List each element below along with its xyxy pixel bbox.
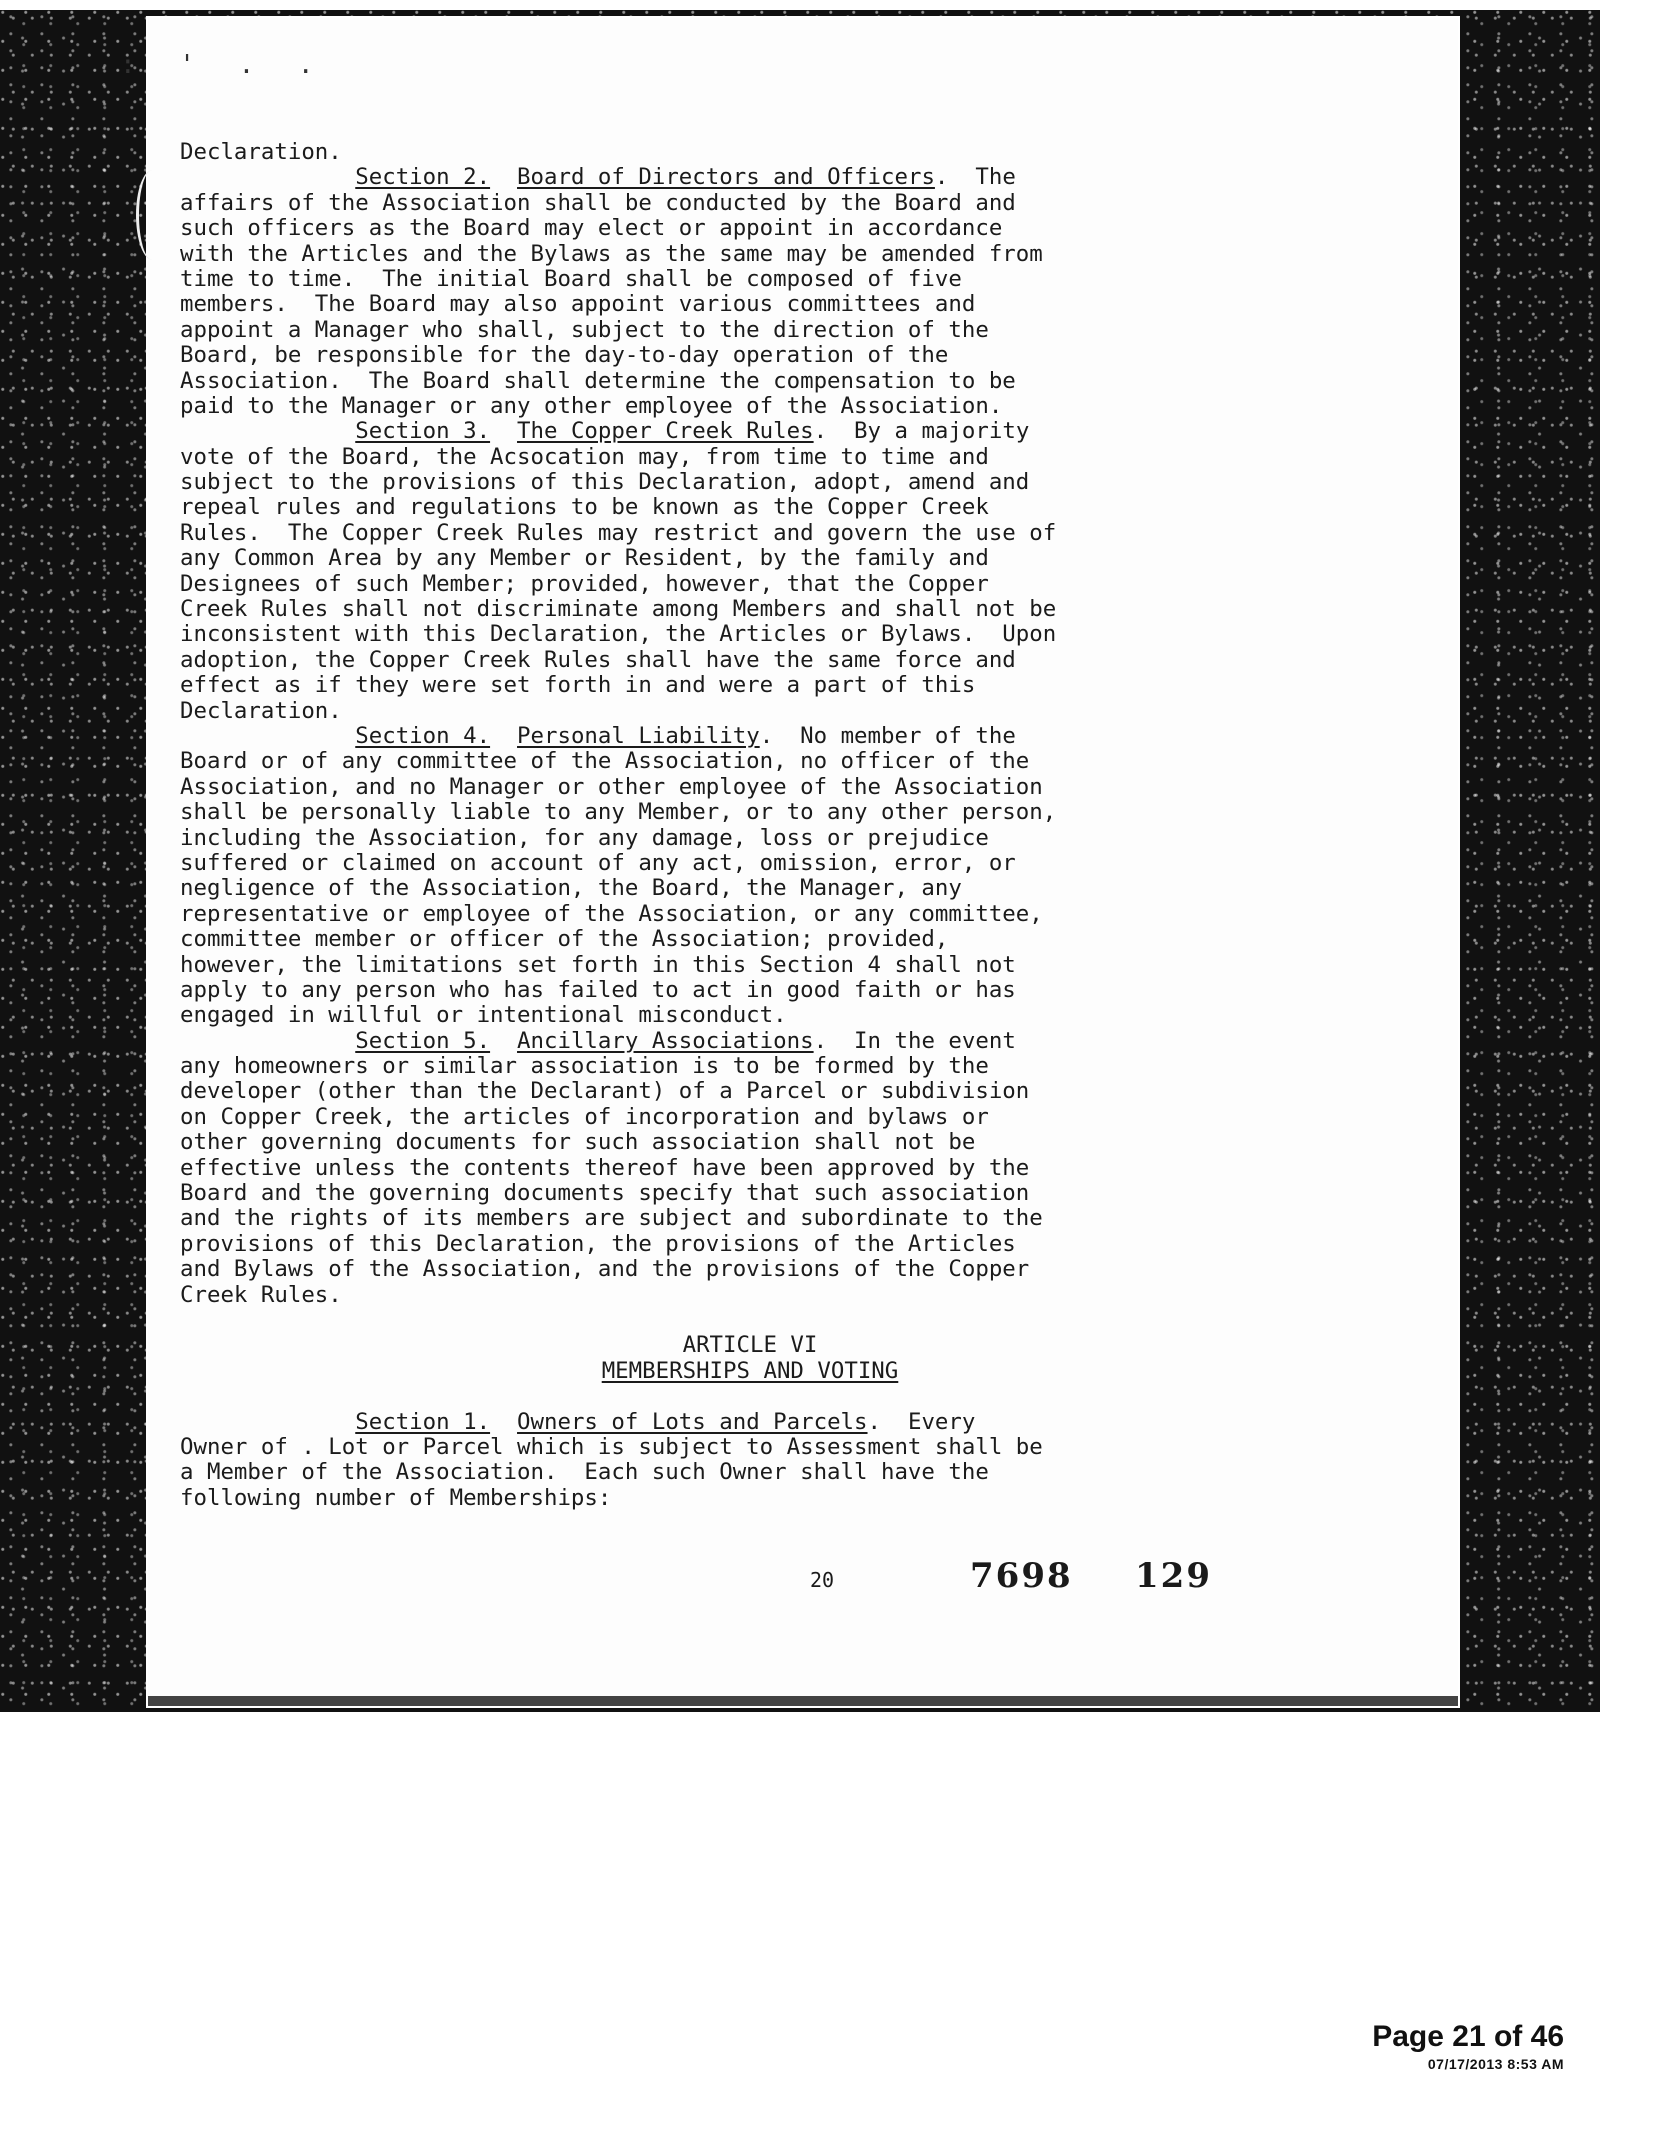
page-indicator: Page 21 of 46 <box>1372 2020 1564 2053</box>
section-heading-line <box>180 165 1320 190</box>
text-line: inconsistent with this Declaration, the Articles or Bylaws. Upon <box>180 621 1057 648</box>
section-heading-line <box>180 1410 1320 1435</box>
indent <box>180 723 355 749</box>
text-line: Creek Rules shall not discriminate among Members and shall not be <box>180 596 1057 623</box>
spacer <box>490 1409 517 1435</box>
timestamp: 07/17/2013 8:53 AM <box>1427 2056 1564 2072</box>
section-title: Board of Directors and Officers <box>517 164 935 191</box>
section-heading-line <box>180 419 1320 444</box>
section-number: Section 4. <box>355 722 491 749</box>
text-line: repeal rules and regulations to be known as the Copper Creek <box>180 494 989 521</box>
section-number: Section 5. <box>355 1027 491 1054</box>
section-lead: . In the event <box>813 1027 1016 1054</box>
page-number: 20 <box>810 1568 835 1592</box>
page-stamp: 129 <box>1135 1556 1212 1596</box>
section-lead: . By a majority <box>813 418 1030 445</box>
indent <box>180 164 355 190</box>
section-title: The Copper Creek Rules <box>517 418 814 445</box>
text-line: Declaration. <box>180 697 342 724</box>
text-line: and the rights of its members are subject and subordinate to the <box>180 1205 1043 1232</box>
text-line: Creek Rules. <box>180 1281 342 1308</box>
spacer <box>490 723 517 749</box>
text-line: Board or of any committee of the Association, no officer of the <box>180 748 1030 775</box>
text-line: any Common Area by any Member or Resident, by the family and <box>180 545 989 572</box>
section-heading-line <box>180 1029 1320 1054</box>
text-line: following number of Memberships: <box>180 1484 612 1511</box>
text-line: Board and the governing documents specify that such association <box>180 1180 1030 1207</box>
indent <box>180 1028 355 1054</box>
document-body <box>180 140 1320 1511</box>
text-line: time to time. The initial Board shall be composed of five <box>180 265 962 292</box>
indent <box>180 418 355 444</box>
text-line: Owner of . Lot or Parcel which is subject to Assessment shall be <box>180 1433 1043 1460</box>
text-line: members. The Board may also appoint various committees and <box>180 291 976 318</box>
text-line: any homeowners or similar association is to be formed by the <box>180 1053 989 1080</box>
text-line: appoint a Manager who shall, subject to the direction of the <box>180 316 989 343</box>
article-heading: ARTICLE VI <box>682 1332 818 1359</box>
spacer <box>490 418 517 444</box>
section-number: Section 2. <box>355 164 491 191</box>
section-lead: . Every <box>867 1408 976 1435</box>
text-line: Board, be responsible for the day-to-day operation of the <box>180 342 949 369</box>
article-title <box>180 1359 1320 1384</box>
text-line: subject to the provisions of this Declaration, adopt, amend and <box>180 469 1030 496</box>
text-line: provisions of this Declaration, the provisions of the Articles <box>180 1230 1016 1257</box>
text-line: other governing documents for such association shall not be <box>180 1129 976 1156</box>
text-line: Declaration. <box>180 139 342 165</box>
article-title-text: MEMBERSHIPS AND VOTING <box>601 1357 899 1384</box>
text-line: negligence of the Association, the Board, the Manager, any <box>180 875 962 902</box>
text-line: including the Association, for any damage, loss or prejudice <box>180 824 989 851</box>
spacer <box>490 1028 517 1054</box>
scan-marks: : ' . . <box>120 50 328 80</box>
text-line: effect as if they were set forth in and were a part of this <box>180 672 976 699</box>
text-line: Designees of such Member; provided, however, that the Copper <box>180 570 989 597</box>
section-number: Section 3. <box>355 418 491 445</box>
footer <box>1372 2020 1564 2072</box>
text-line: however, the limitations set forth in this Section 4 shall not <box>180 951 1016 978</box>
page-stamp-row <box>660 1556 1260 1600</box>
text-line: engaged in willful or intentional misconduct. <box>180 1002 787 1029</box>
blank-line <box>180 1308 1320 1333</box>
text-line: apply to any person who has failed to act in good faith or has <box>180 976 1016 1003</box>
text-line: Association, and no Manager or other employee of the Association <box>180 773 1043 800</box>
section-lead: . No member of the <box>759 722 1016 749</box>
text-line: and Bylaws of the Association, and the provisions of the Copper <box>180 1256 1030 1283</box>
blank-line <box>180 1384 1320 1409</box>
text-line: Rules. The Copper Creek Rules may restrict and govern the use of <box>180 519 1057 546</box>
section-heading-line <box>180 724 1320 749</box>
text-line: developer (other than the Declarant) of a Parcel or subdivision <box>180 1078 1030 1105</box>
section-number: Section 1. <box>355 1408 491 1435</box>
section-title: Owners of Lots and Parcels <box>517 1408 868 1435</box>
text-line: with the Articles and the Bylaws as the same may be amended from <box>180 240 1043 267</box>
text-line: committee member or officer of the Association; provided, <box>180 926 949 953</box>
text-line: effective unless the contents thereof have been approved by the <box>180 1154 1030 1181</box>
spacer <box>490 164 517 190</box>
text-line: paid to the Manager or any other employee of the Association. <box>180 392 1003 419</box>
text-line: affairs of the Association shall be conducted by the Board and <box>180 189 1016 216</box>
text-line: a Member of the Association. Each such Owner shall have the <box>180 1459 989 1486</box>
text-line: vote of the Board, the Acsocation may, from time to time and <box>180 443 989 470</box>
text-line: suffered or claimed on account of any act, omission, error, or <box>180 849 1016 876</box>
text-line: Association. The Board shall determine the compensation to be <box>180 367 1016 394</box>
indent <box>180 1409 355 1435</box>
text-line: representative or employee of the Association, or any committee, <box>180 900 1043 927</box>
section-lead: . The <box>934 164 1016 191</box>
page-curl-mark <box>136 170 169 260</box>
text-line: on Copper Creek, the articles of incorporation and bylaws or <box>180 1103 989 1130</box>
book-stamp: 7698 <box>970 1556 1073 1596</box>
text-line: shall be personally liable to any Member, or to any other person, <box>180 799 1057 826</box>
text-line: adoption, the Copper Creek Rules shall have the same force and <box>180 646 1016 673</box>
paper-bottom-edge <box>148 1696 1458 1706</box>
section-title: Ancillary Associations <box>517 1027 814 1054</box>
text-line: such officers as the Board may elect or appoint in accordance <box>180 215 1003 242</box>
section-title: Personal Liability <box>517 722 760 749</box>
